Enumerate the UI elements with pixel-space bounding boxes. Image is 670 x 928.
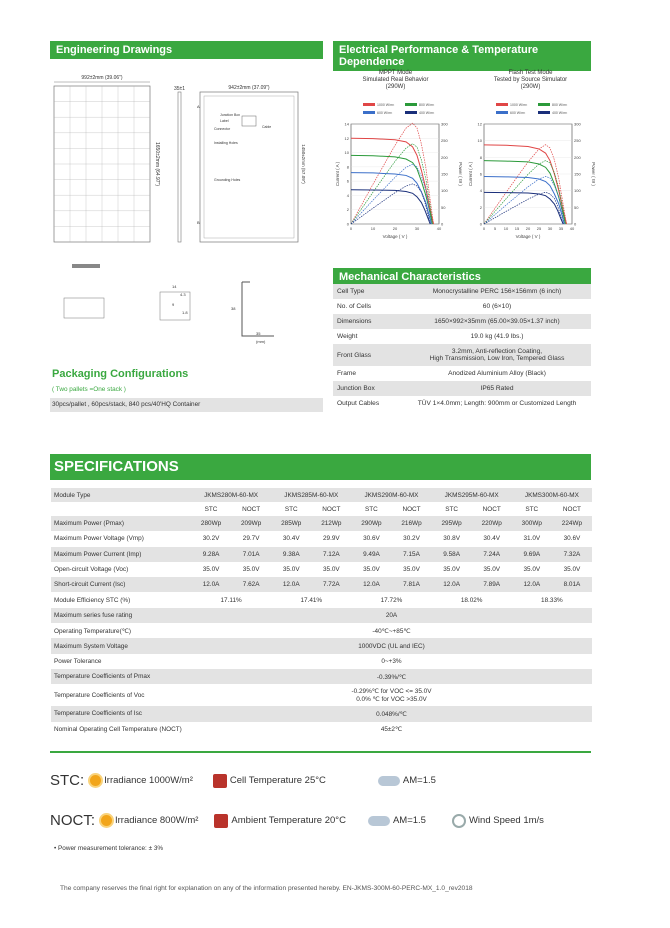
legend-swatch <box>496 111 508 114</box>
section-a-label: A <box>197 104 200 109</box>
x-tick-label: 0 <box>482 226 486 231</box>
thermometer-icon <box>213 774 227 788</box>
model-name: JKMS295M-60-MX <box>432 488 512 502</box>
mppt-title-2: Simulated Real Behavior <box>362 77 429 83</box>
frame-height-label: 1450±2mm (57.09") <box>301 144 306 184</box>
footer: The company reserves the final right for explanation on any of the information presented hereby. EN-JKMS-300M-60-PERC-MX_1.0_rev2018 <box>60 885 473 892</box>
width-label: 992±2mm (39.06") <box>81 75 123 81</box>
spec-row <box>51 531 592 546</box>
mechanical-value: Monocrystalline PERC 156×156mm (6 inch) <box>403 284 591 299</box>
spec-value: 35.0V <box>202 566 220 574</box>
noct-irradiance: Irradiance 800W/m² <box>115 815 199 826</box>
y2-tick-label: 150 <box>574 171 581 177</box>
packaging-header: Packaging Configurations <box>52 368 189 380</box>
cloud-icon <box>368 816 390 826</box>
label-label: Label <box>220 119 229 123</box>
mechanical-value: 1650×992×35mm (65.00×39.05×1.37 inch) <box>403 314 591 329</box>
mechanical-label: No. of Cells <box>337 303 372 310</box>
mechanical-row <box>333 381 591 396</box>
spec-value: 30.6V <box>363 535 380 543</box>
y-tick-label: 0 <box>479 221 482 227</box>
y2-tick-label: 300 <box>441 121 448 127</box>
y2-tick-label: 100 <box>574 188 581 194</box>
condition-header-blank <box>51 502 191 516</box>
noct-am: AM=1.5 <box>392 815 426 826</box>
cable-label: Cable <box>262 125 272 129</box>
spec-model-row <box>51 488 592 502</box>
spec-value: 295Wp <box>432 516 472 531</box>
legend-swatch <box>496 103 508 106</box>
electrical-performance-header: Electrical Performance & Temperature Dependence <box>333 41 591 71</box>
spec-label: Maximum Power Voltage (Vmp) <box>54 535 144 543</box>
spec-label: Maximum Power Current (Imp) <box>51 547 191 562</box>
spec-value: 35.0V <box>322 566 340 574</box>
power-curve <box>484 192 563 224</box>
packaging-detail: 30pcs/pallet , 60pcs/stack, 840 pcs/40'HQ Container <box>50 398 323 412</box>
mechanical-label: Cell Type <box>333 284 403 299</box>
module-type-label: Module Type <box>51 488 191 502</box>
iv-curve-400-W-m- <box>484 192 563 224</box>
junction-label: Junction Box <box>220 113 241 117</box>
spec-value: 7.72A <box>311 577 351 592</box>
spec-row <box>51 547 592 562</box>
efficiency-value: 18.33% <box>541 596 563 604</box>
spec-value: 220Wp <box>472 516 512 531</box>
spec-value: 30.6V <box>563 535 581 543</box>
spec-value: 9.38A <box>271 547 311 562</box>
y-tick-label: 8 <box>346 164 349 170</box>
y-tick-label: 8 <box>479 154 482 160</box>
spec-label: Operating Temperature(℃) <box>54 627 132 635</box>
x-axis-label: Voltage ( V ) <box>382 234 408 239</box>
y-axis-label: Current ( A ) <box>468 161 473 187</box>
y2-tick-label: 0 <box>441 221 444 227</box>
spec-common-row <box>51 722 592 737</box>
grounding-holes-label: Grounding Holes <box>214 178 241 182</box>
thermometer-icon <box>214 814 228 828</box>
dim-35: 35 <box>256 331 261 336</box>
electrical-charts <box>333 66 596 256</box>
x-tick-label: 40 <box>569 226 575 231</box>
engineering-drawing-svg <box>52 64 324 354</box>
spec-value: 35.0V <box>523 566 541 574</box>
spec-value: 30.2V <box>202 535 220 543</box>
spec-value: 35.0V <box>483 566 501 574</box>
spec-common-value: 20A <box>191 608 592 623</box>
stc-conditions <box>50 772 436 789</box>
spec-value: 12.0A <box>512 577 552 592</box>
spec-value: 9.58A <box>432 547 472 562</box>
legend-label: 600 W/m² <box>377 111 393 115</box>
engineering-drawings-header: Engineering Drawings <box>50 41 323 59</box>
y-tick-label: 14 <box>344 121 349 127</box>
spec-common-row <box>51 669 592 684</box>
spec-label: Temperature Coefficients of Pmax <box>51 669 191 684</box>
spec-label: Maximum System Voltage <box>51 638 191 653</box>
legend-swatch <box>538 103 550 106</box>
mechanical-row <box>333 396 591 411</box>
model-name: JKMS285M-60-MX <box>271 488 351 502</box>
specifications-table <box>51 488 592 737</box>
x-tick-label: 15 <box>514 226 520 231</box>
stc-header: STC <box>365 505 378 513</box>
spec-value: 12.0A <box>271 577 311 592</box>
y-tick-label: 4 <box>346 192 349 198</box>
spec-row <box>51 577 592 592</box>
flash-title-1: Flash Test Mode <box>508 70 553 76</box>
mechanical-value: TÜV 1×4.0mm; Length: 900mm or Customized Length <box>417 400 577 407</box>
spec-condition-row <box>51 502 592 516</box>
spec-value: 7.62A <box>231 577 271 592</box>
x-axis-label: Voltage ( V ) <box>515 234 541 239</box>
spec-common-row <box>51 706 592 721</box>
stc-temperature: Cell Temperature 25°C <box>229 775 326 786</box>
mounting-holes-label: Installing Holes <box>214 141 238 145</box>
dim-38: 38 <box>231 306 236 311</box>
legend-label: 800 W/m² <box>552 103 568 107</box>
model-name: JKMS290M-60-MX <box>351 488 431 502</box>
specifications-header: SPECIFICATIONS <box>50 454 591 480</box>
y2-tick-label: 250 <box>574 138 581 144</box>
model-name: JKMS280M-60-MX <box>191 488 271 502</box>
spec-value: 12.0A <box>191 577 231 592</box>
legend-swatch <box>538 111 550 114</box>
efficiency-label: Module Efficiency STC (%) <box>54 596 131 604</box>
mechanical-row <box>333 284 591 299</box>
spec-common-value: -0.29%℃ for VOC <= 35.0V 0.0% ℃ for VOC >35.0V <box>351 688 432 704</box>
spec-value: 7.12A <box>311 547 351 562</box>
mppt-title-1: MPPT Mode <box>378 70 413 76</box>
legend-swatch <box>363 111 375 114</box>
spec-value: 7.15A <box>391 547 431 562</box>
mechanical-value: 3.2mm, Anti-reflection Coating, High Transmission, Low Iron, Tempered Glass <box>403 344 591 366</box>
noct-header: NOCT <box>482 505 501 513</box>
dim-9: 9 <box>172 302 175 307</box>
noct-header: NOCT <box>562 505 581 513</box>
packaging-note: ( Two pallets =One stack ) <box>52 386 126 393</box>
legend-label: 400 W/m² <box>552 111 568 115</box>
spec-value: 212Wp <box>311 516 351 531</box>
spec-value: 209Wp <box>231 516 271 531</box>
y-tick-label: 12 <box>344 135 349 141</box>
legend-swatch <box>405 111 417 114</box>
y-tick-label: 12 <box>477 121 482 127</box>
y2-tick-label: 200 <box>441 154 448 160</box>
spec-value: 280Wp <box>191 516 231 531</box>
mechanical-label: Dimensions <box>333 314 403 329</box>
mechanical-label: Frame <box>337 370 357 377</box>
iv-curve-600-W-m- <box>351 173 431 224</box>
spec-value: 35.0V <box>443 566 460 574</box>
x-tick-label: 20 <box>525 226 531 231</box>
dim-1-8: 1.8 <box>182 310 188 315</box>
mechanical-value: IP65 Rated <box>403 381 591 396</box>
dim-4-3: 4.3 <box>180 292 186 297</box>
y-tick-label: 6 <box>479 171 482 177</box>
spec-value: 12.0A <box>432 577 472 592</box>
noct-wind: Wind Speed 1m/s <box>468 815 544 826</box>
x-tick-label: 30 <box>547 226 553 231</box>
y-tick-label: 2 <box>346 207 349 213</box>
efficiency-value: 18.02% <box>460 596 483 604</box>
spec-value: 300Wp <box>512 516 552 531</box>
y2-axis-label: Power ( W ) <box>458 162 463 186</box>
mechanical-value: 60 (6×10) <box>482 303 512 310</box>
spec-value: 35.0V <box>403 566 420 574</box>
noct-conditions <box>50 812 544 829</box>
mechanical-row <box>333 299 591 314</box>
spec-label: Maximum series fuse rating <box>51 608 191 623</box>
x-tick-label: 5 <box>493 226 497 231</box>
spec-value: 216Wp <box>391 516 431 531</box>
sun-icon <box>101 815 112 826</box>
spec-label: Nominal Operating Cell Temperature (NOCT) <box>54 725 182 733</box>
spec-value: 30.8V <box>443 535 460 543</box>
stc-header: STC <box>445 505 458 513</box>
spec-value: 30.4V <box>282 535 300 543</box>
spec-label: Temperature Coefficients of Isc <box>51 706 191 721</box>
junction-box-shape <box>242 116 256 126</box>
efficiency-value: 17.72% <box>380 596 403 604</box>
x-tick-label: 40 <box>436 226 442 231</box>
dim-unit: (mm) <box>256 339 266 344</box>
y2-tick-label: 200 <box>574 154 581 160</box>
y-tick-label: 10 <box>344 150 349 156</box>
spec-common-value: -0.39%/℃ <box>191 669 592 684</box>
section-b-label: B <box>197 220 200 225</box>
noct-header: NOCT <box>322 505 341 513</box>
spec-common-row <box>51 638 592 653</box>
x-tick-label: 35 <box>558 226 564 231</box>
y-tick-label: 4 <box>479 188 482 194</box>
spec-value: 30.4V <box>483 535 501 543</box>
connector-label: Connector <box>214 127 231 131</box>
flash-title-3: (290W) <box>520 84 541 90</box>
legend-label: 1000 W/m² <box>377 103 395 107</box>
spec-label: Temperature Coefficients of Voc <box>54 691 145 699</box>
spec-value: 9.28A <box>191 547 231 562</box>
spec-value: 35.0V <box>363 566 380 574</box>
legend-swatch <box>405 103 417 106</box>
efficiency-value: 17.11% <box>220 596 242 604</box>
y2-tick-label: 250 <box>441 138 448 144</box>
mechanical-row <box>333 344 591 366</box>
legend-label: 600 W/m² <box>510 111 526 115</box>
mechanical-table <box>333 284 591 411</box>
mechanical-label: Junction Box <box>333 381 403 396</box>
y-axis-label: Current ( A ) <box>335 161 340 187</box>
y2-tick-label: 100 <box>441 188 448 194</box>
spec-value: 8.01A <box>552 577 592 592</box>
mechanical-header: Mechanical Characteristics <box>333 268 591 286</box>
dim-14: 14 <box>172 284 177 289</box>
spec-value: 29.7V <box>242 535 260 543</box>
legend-label: 400 W/m² <box>419 111 435 115</box>
mechanical-value: 19.0 kg (41.9 lbs.) <box>470 333 524 340</box>
stc-header: STC <box>204 505 218 513</box>
spec-value: 7.89A <box>472 577 512 592</box>
legend-label: 800 W/m² <box>419 103 435 107</box>
sun-icon <box>90 775 101 786</box>
mechanical-row <box>333 329 591 344</box>
spec-value: 29.9V <box>322 535 340 543</box>
cloud-icon <box>378 776 400 786</box>
spec-label: Power Tolerance <box>54 657 102 665</box>
spec-bottom-rule <box>50 751 591 753</box>
wind-icon <box>452 814 466 828</box>
y-tick-label: 6 <box>346 178 349 184</box>
y-tick-label: 0 <box>346 221 349 227</box>
spec-common-row <box>51 623 592 638</box>
spec-common-row <box>51 608 592 623</box>
noct-header: NOCT <box>402 505 421 513</box>
height-label: 1650±2mm (64.97") <box>154 142 160 186</box>
mechanical-row <box>333 314 591 329</box>
spec-value: 35.0V <box>282 566 300 574</box>
spec-label: Short-circuit Current (Isc) <box>51 577 191 592</box>
spec-value: 9.69A <box>512 547 552 562</box>
y-tick-label: 10 <box>477 138 482 144</box>
legend-swatch <box>363 103 375 106</box>
efficiency-value: 17.41% <box>300 596 323 604</box>
x-tick-label: 30 <box>414 226 420 231</box>
spec-value: 35.0V <box>563 566 581 574</box>
legend-label: 1000 W/m² <box>510 103 528 107</box>
x-tick-label: 20 <box>392 226 398 231</box>
y2-tick-label: 0 <box>574 221 577 227</box>
tolerance-note: • Power measurement tolerance: ± 3% <box>54 845 164 852</box>
spec-common-value: 1000VDC (UL and IEC) <box>191 638 592 653</box>
spec-row <box>51 562 592 577</box>
spec-value: 31.0V <box>523 535 541 543</box>
stc-label: STC: <box>50 772 85 789</box>
noct-temperature: Ambient Temperature 20°C <box>231 815 346 826</box>
spec-value: 7.81A <box>391 577 431 592</box>
y2-tick-label: 300 <box>574 121 581 127</box>
spec-value: 35.0V <box>242 566 260 574</box>
spec-value: 9.49A <box>351 547 391 562</box>
noct-label: NOCT: <box>50 812 95 829</box>
mechanical-label: Weight <box>337 333 358 340</box>
spec-value: 285Wp <box>271 516 311 531</box>
frame-width-label: 942±2mm (37.09") <box>228 85 270 91</box>
flash-title-2: Tested by Source Simulator <box>493 77 568 83</box>
mechanical-label: Front Glass <box>333 344 403 366</box>
spec-label: Open-circuit Voltage (Voc) <box>54 566 129 574</box>
flash-chart <box>466 100 596 250</box>
spec-value: 7.24A <box>472 547 512 562</box>
y2-axis-label: Power ( W ) <box>591 162 596 186</box>
spec-common-value: 45±2℃ <box>380 726 403 734</box>
spec-common-row <box>51 684 592 706</box>
model-name: JKMS300M-60-MX <box>512 488 592 502</box>
mechanical-label: Output Cables <box>337 400 380 407</box>
y-tick-label: 2 <box>479 204 482 210</box>
efficiency-row <box>51 592 592 607</box>
engineering-drawings <box>52 64 324 354</box>
spec-common-value: 0.048%/℃ <box>191 706 592 721</box>
stc-am: AM=1.5 <box>402 775 436 786</box>
x-tick-label: 0 <box>349 226 353 231</box>
mechanical-value: Anodized Aluminium Alloy (Black) <box>448 370 546 377</box>
stc-header: STC <box>284 505 298 513</box>
depth-label: 35±1 <box>174 86 186 92</box>
mechanical-row <box>333 366 591 381</box>
spec-value: 7.01A <box>231 547 271 562</box>
spec-common-value: 0~+3% <box>381 657 402 665</box>
spec-row <box>51 516 592 531</box>
x-tick-label: 25 <box>536 226 542 231</box>
power-curve <box>484 176 564 224</box>
spec-value: 224Wp <box>552 516 592 531</box>
y2-tick-label: 50 <box>441 204 446 210</box>
spec-common-value: -40℃~+85℃ <box>372 627 411 635</box>
y2-tick-label: 150 <box>441 171 448 177</box>
x-tick-label: 10 <box>503 226 509 231</box>
spec-common-row <box>51 654 592 669</box>
stc-irradiance: Irradiance 1000W/m² <box>104 775 193 786</box>
y2-tick-label: 50 <box>574 204 579 210</box>
spec-label: Maximum Power (Pmax) <box>51 516 191 531</box>
spec-value: 12.0A <box>351 577 391 592</box>
noct-header: NOCT <box>242 505 261 513</box>
spec-value: 30.2V <box>403 535 420 543</box>
mppt-chart <box>333 100 463 250</box>
mppt-title-3: (290W) <box>385 84 406 90</box>
stc-header: STC <box>525 505 539 513</box>
x-tick-label: 10 <box>370 226 376 231</box>
spec-value: 7.32A <box>552 547 592 562</box>
spec-value: 290Wp <box>351 516 391 531</box>
